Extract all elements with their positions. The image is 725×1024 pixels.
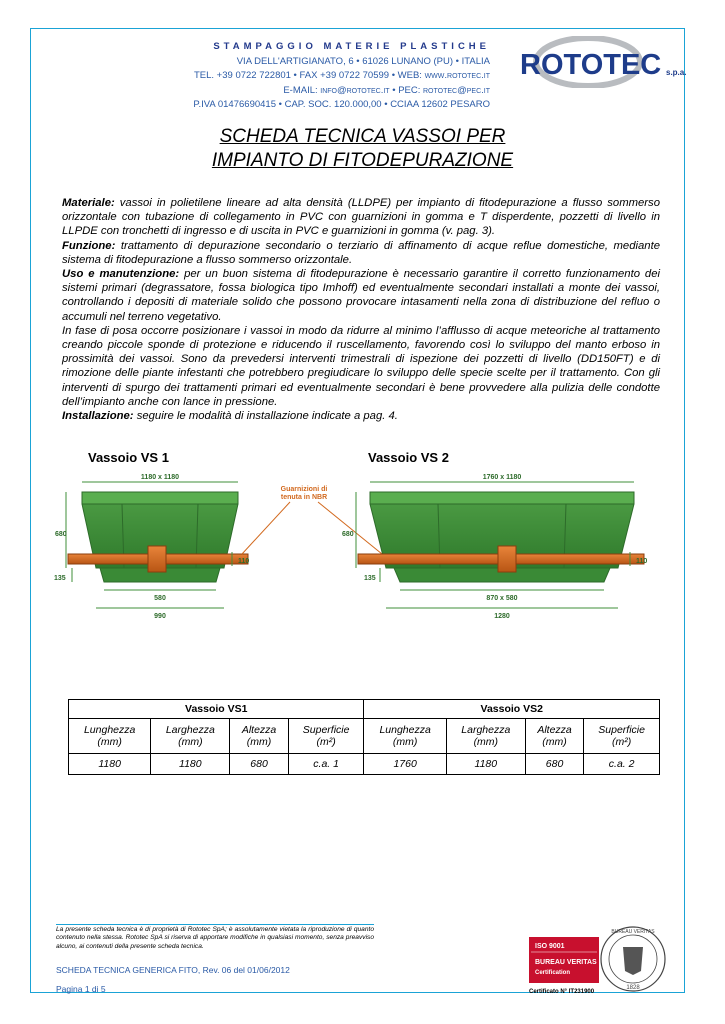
vs2-bottom-dim: 870 x 580 [486, 595, 518, 602]
tank-drawings [52, 468, 672, 630]
spec-header: Lunghezza (mm) [69, 719, 151, 754]
gasket-leader-1 [242, 502, 290, 554]
materiale-label: Materiale: [62, 197, 115, 209]
gasket-label-2: tenuta in NBR [280, 494, 328, 501]
title-line-1: SCHEDA TECNICA VASSOI PER [219, 126, 506, 147]
company-contacts: TEL. +39 0722 722801 • FAX +39 0722 70599 • WEB: www.rototec.it [193, 70, 490, 81]
title-line-2: IMPIANTO DI FITODEPURAZIONE [211, 150, 514, 171]
company-email: E-MAIL: info@rototec.it • PEC: rototec@pec.it [283, 84, 490, 96]
cert-iso: ISO 9001 [535, 943, 565, 950]
paragraph-posa: In fase di posa occorre posizionare i vassoi in modo da ridurre al minimo l’afflusso di acque meteoriche al trattamento creando piccole sponde di protezione e riducendo il ruscellamento, favorendo così lo sviluppo del manto erboso in prossimità dei vassoi. Sono da prevedersi interventi trimestrali di ispezione dei pozzetti di livello (DD150FT) e di rimozione delle piante infestanti che potrebbero pregiudicare lo sviluppo delle specie scelte per il trattamento. Con gli interventi di spurgo dei trattamenti primari ed eventualmente secondari è bene provvedere alla pulizia delle condotte dell’impianto anche con lance in pressione. [62, 324, 660, 408]
vs2-tank-drawing [342, 474, 647, 620]
vs1-tee [148, 546, 166, 572]
company-tagline: STAMPAGGIO MATERIE PLASTICHE [213, 41, 490, 52]
funzione-text: trattamento di depurazione secondario o terziario di affinamento di acque reflue domestiche, mediante sistema di fitodepurazione a flusso sommerso orizzontale. [62, 239, 660, 266]
vs2-height-dim: 680 [342, 531, 354, 538]
vs1-pipe-dim: 110 [238, 558, 250, 565]
logo-text: ROTOTEC [520, 49, 662, 81]
vs2-base-dim: 1280 [494, 613, 510, 620]
spec-cell: 1760 [364, 754, 446, 775]
vs1-top-dim: 1180 x 1180 [140, 474, 180, 481]
vs2-tee [498, 546, 516, 572]
footer-disclaimer: La presente scheda tecnica è di proprietà di Rototec SpA; è assolutamente vietata la riproduzione di quanto contenuto nella stessa. Rototec SpA si riserva di apportare modifiche in qualsiasi momento, senza preavviso alcuno, ai contenuti della presente scheda tecnica. [56, 926, 374, 950]
gasket-annotation [242, 486, 382, 554]
description-text [62, 196, 660, 423]
spec-table [68, 699, 660, 775]
logo-suffix: s.p.a. [666, 68, 687, 77]
vs1-tank-drawing [54, 474, 249, 620]
spec-cell: 1180 [69, 754, 151, 775]
spec-header: Lunghezza (mm) [364, 719, 446, 754]
installazione-text: seguire le modalità di installazione indicate a pag. 4. [133, 410, 398, 423]
spec-cell: 680 [525, 754, 583, 775]
vs2-pipe-dim: 110 [636, 558, 648, 565]
spec-values-row [69, 754, 660, 775]
footer-document-ref: SCHEDA TECNICA GENERICA FITO, Rev. 06 del 01/06/2012 [56, 965, 290, 975]
spec-group-vs2: Vassoio VS2 [364, 700, 660, 719]
paragraph-uso [62, 267, 660, 324]
vs1-tank-rim [82, 492, 238, 504]
spec-header: Larghezza (mm) [446, 719, 525, 754]
gasket-label-1: Guarnizioni di [280, 486, 328, 493]
materiale-text: vassoi in polietilene lineare ad alta densità (LLDPE) per impianto di fitodepurazione a flusso sommerso orizzontale con tubazione di collegamento in PVC con guarnizioni in gomma e T disperdente, pozzetti di livello in LLPDE con tronchetti di ingresso e di uscita in PVC e guarnizioni in gomma (v. pag. 3). [62, 197, 660, 238]
paragraph-materiale [62, 196, 660, 239]
spec-header: Altezza (mm) [230, 719, 288, 754]
bureau-veritas-certification [527, 923, 667, 995]
vs2-tank-rim [370, 492, 634, 504]
cert-number: Certificato N° IT231900 [529, 989, 595, 995]
spec-header: Superficie (m²) [584, 719, 660, 754]
spec-cell: c.a. 1 [288, 754, 364, 775]
uso-label: Uso e manutenzione: [62, 268, 180, 281]
spec-cell: 680 [230, 754, 288, 775]
vs1-bottom-dim: 580 [154, 595, 166, 602]
vs2-top-dim: 1760 x 1180 [482, 474, 522, 481]
vs1-label: Vassoio VS 1 [88, 450, 169, 465]
rototec-logo [518, 36, 688, 88]
cert-year: 1828 [626, 985, 640, 991]
footer-page-number: Pagina 1 di 5 [56, 984, 106, 994]
footer-divider [56, 924, 374, 925]
uso-text: per un buon sistema di fitodepurazione è necessario garantire il corretto funzionamento dei sistemi primari (degrassatore, fossa biologica tipo Imhoff) ed eventualmente secondari installati a monte dei vassoi, controllando i depositi di materiale solido che possono provocare intasamenti nella zona di distribuzione del refluo o accumuli nel terreno vegetativo. [62, 268, 660, 323]
spec-group-row [69, 700, 660, 719]
funzione-label: Funzione: [62, 239, 116, 252]
spec-header-row [69, 719, 660, 754]
cert-seal-emblem [623, 947, 643, 975]
document-title [0, 125, 725, 173]
installazione-label: Installazione: [62, 410, 134, 423]
cert-bv: BUREAU VERITAS [535, 959, 597, 966]
cert-certification: Certification [535, 970, 571, 976]
spec-cell: c.a. 2 [584, 754, 660, 775]
vs2-gap-dim: 135 [364, 575, 376, 582]
cert-ring-text: BUREAU VERITAS [611, 929, 655, 935]
vs1-base-dim: 990 [154, 613, 166, 620]
spec-header: Larghezza (mm) [151, 719, 230, 754]
paragraph-funzione [62, 239, 660, 267]
spec-group-vs1: Vassoio VS1 [69, 700, 364, 719]
vs1-gap-dim: 135 [54, 575, 66, 582]
vs1-height-dim: 680 [55, 531, 67, 538]
company-header [193, 40, 490, 113]
spec-cell: 1180 [446, 754, 525, 775]
spec-cell: 1180 [151, 754, 230, 775]
paragraph-installazione [62, 409, 660, 423]
vs2-label: Vassoio VS 2 [368, 450, 449, 465]
company-address: VIA DELL'ARTIGIANATO, 6 • 61026 LUNANO (PU) • ITALIA [236, 55, 490, 67]
spec-header: Superficie (m²) [288, 719, 364, 754]
spec-header: Altezza (mm) [525, 719, 583, 754]
company-fiscal: P.IVA 01476690415 • CAP. SOC. 120.000,00 • CCIAA 12602 PESARO [193, 99, 490, 110]
